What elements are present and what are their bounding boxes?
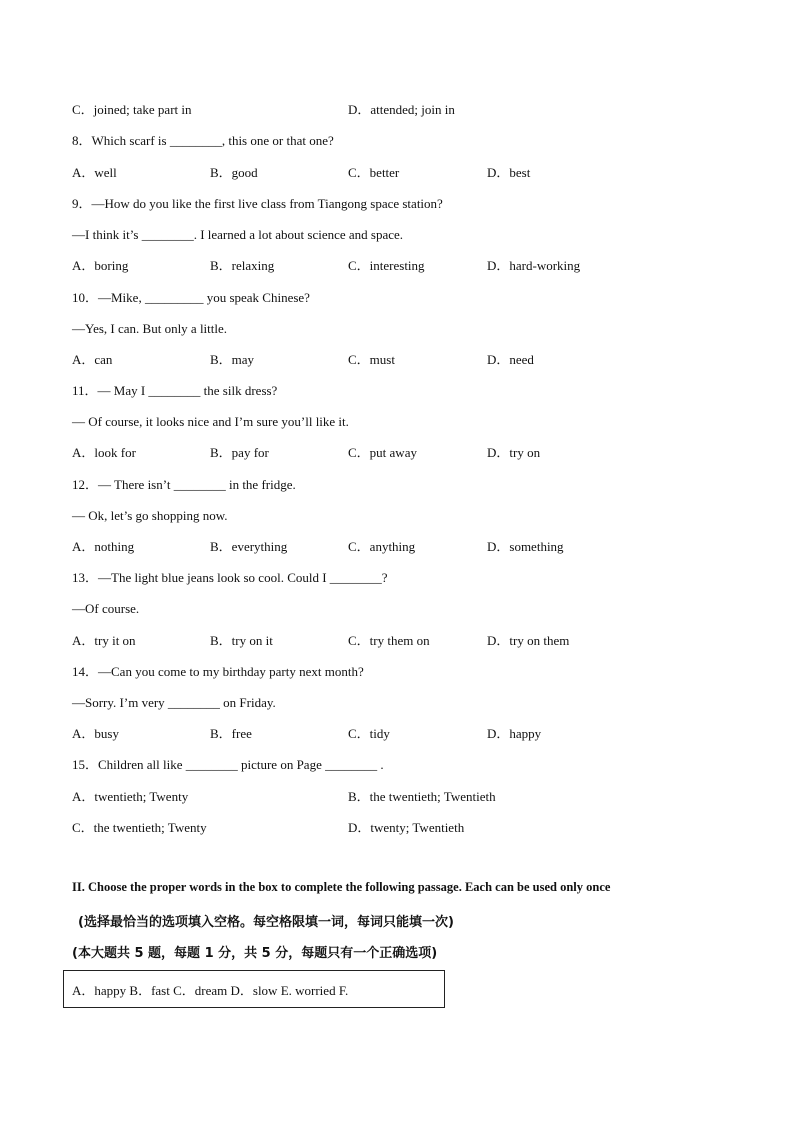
q11-option-b: B．pay for	[210, 445, 269, 460]
q12-option-a: A．nothing	[72, 539, 135, 554]
q8-option-c: C．better	[348, 165, 400, 180]
q13-option-d: D．try on them	[487, 633, 570, 648]
q12-option-b: B．everything	[210, 539, 288, 554]
q9-option-a: A．boring	[72, 258, 129, 273]
q14-option-b: B．free	[210, 726, 252, 741]
q9-option-b: B．relaxing	[210, 258, 275, 273]
q12-response: — Ok, let’s go shopping now.	[72, 508, 228, 523]
q14-option-d: D．happy	[487, 726, 542, 741]
q10-response: —Yes, I can. But only a little.	[72, 321, 228, 336]
section-2-instruction: (选择最恰当的选项填入空格。每空格限填一词，每词只能填一次)	[78, 915, 454, 930]
q8-option-b: B．good	[210, 165, 258, 180]
q11-option-a: A．look for	[72, 445, 136, 460]
q10-option-b: B．may	[210, 352, 255, 367]
q9-option-c: C．interesting	[348, 258, 425, 273]
q8-stem: 8．Which scarf is ________, this one or that one?	[72, 133, 334, 148]
section-2-note: (本大题共 5 题，每题 1 分，共 5 分，每题只有一个正确选项)	[72, 946, 438, 961]
q12-option-c: C．anything	[348, 539, 416, 554]
q8-option-d: D．best	[487, 165, 531, 180]
q11-option-c: C．put away	[348, 445, 417, 460]
q11-response: — Of course, it looks nice and I’m sure you’ll like it.	[72, 414, 349, 429]
q15-option-c: C．the twentieth; Twenty	[72, 820, 207, 835]
q13-option-b: B．try on it	[210, 633, 273, 648]
q13-option-a: A．try it on	[72, 633, 136, 648]
q13-stem: 13．—The light blue jeans look so cool. Could I ________?	[72, 570, 388, 585]
q8-option-a: A．well	[72, 165, 117, 180]
q10-option-a: A．can	[72, 352, 113, 367]
word-bank-box	[63, 970, 445, 1008]
q14-response: —Sorry. I’m very ________ on Friday.	[72, 695, 276, 710]
q10-option-d: D．need	[487, 352, 534, 367]
q15-option-d: D．twenty; Twentieth	[348, 820, 465, 835]
q7-option-d: D．attended; join in	[348, 102, 455, 117]
q15-stem: 15．Children all like ________ picture on Page ________ .	[72, 757, 384, 772]
q10-option-c: C．must	[348, 352, 395, 367]
q14-option-a: A．busy	[72, 726, 119, 741]
q11-stem: 11．— May I ________ the silk dress?	[72, 383, 278, 398]
q12-option-d: D．something	[487, 539, 564, 554]
q7-option-c: C．joined; take part in	[72, 102, 192, 117]
q12-stem: 12．— There isn’t ________ in the fridge.	[72, 477, 296, 492]
q9-option-d: D．hard-working	[487, 258, 581, 273]
q14-option-c: C．tidy	[348, 726, 390, 741]
word-bank-text: A．happy B．fast C．dream D．slow E. worried F.	[72, 983, 349, 998]
q9-response: —I think it’s ________. I learned a lot about science and space.	[72, 227, 404, 242]
q13-option-c: C．try them on	[348, 633, 430, 648]
q10-stem: 10．—Mike, _________ you speak Chinese?	[72, 290, 310, 305]
q11-option-d: D．try on	[487, 445, 541, 460]
q14-stem: 14．—Can you come to my birthday party next month?	[72, 664, 364, 679]
q15-option-a: A．twentieth; Twenty	[72, 789, 189, 804]
section-2-title: II. Choose the proper words in the box to complete the following passage. Each can be used only once	[72, 880, 611, 894]
q9-stem: 9．—How do you like the first live class from Tiangong space station?	[72, 196, 443, 211]
q15-option-b: B．the twentieth; Twentieth	[348, 789, 496, 804]
q13-response: —Of course.	[72, 601, 140, 616]
